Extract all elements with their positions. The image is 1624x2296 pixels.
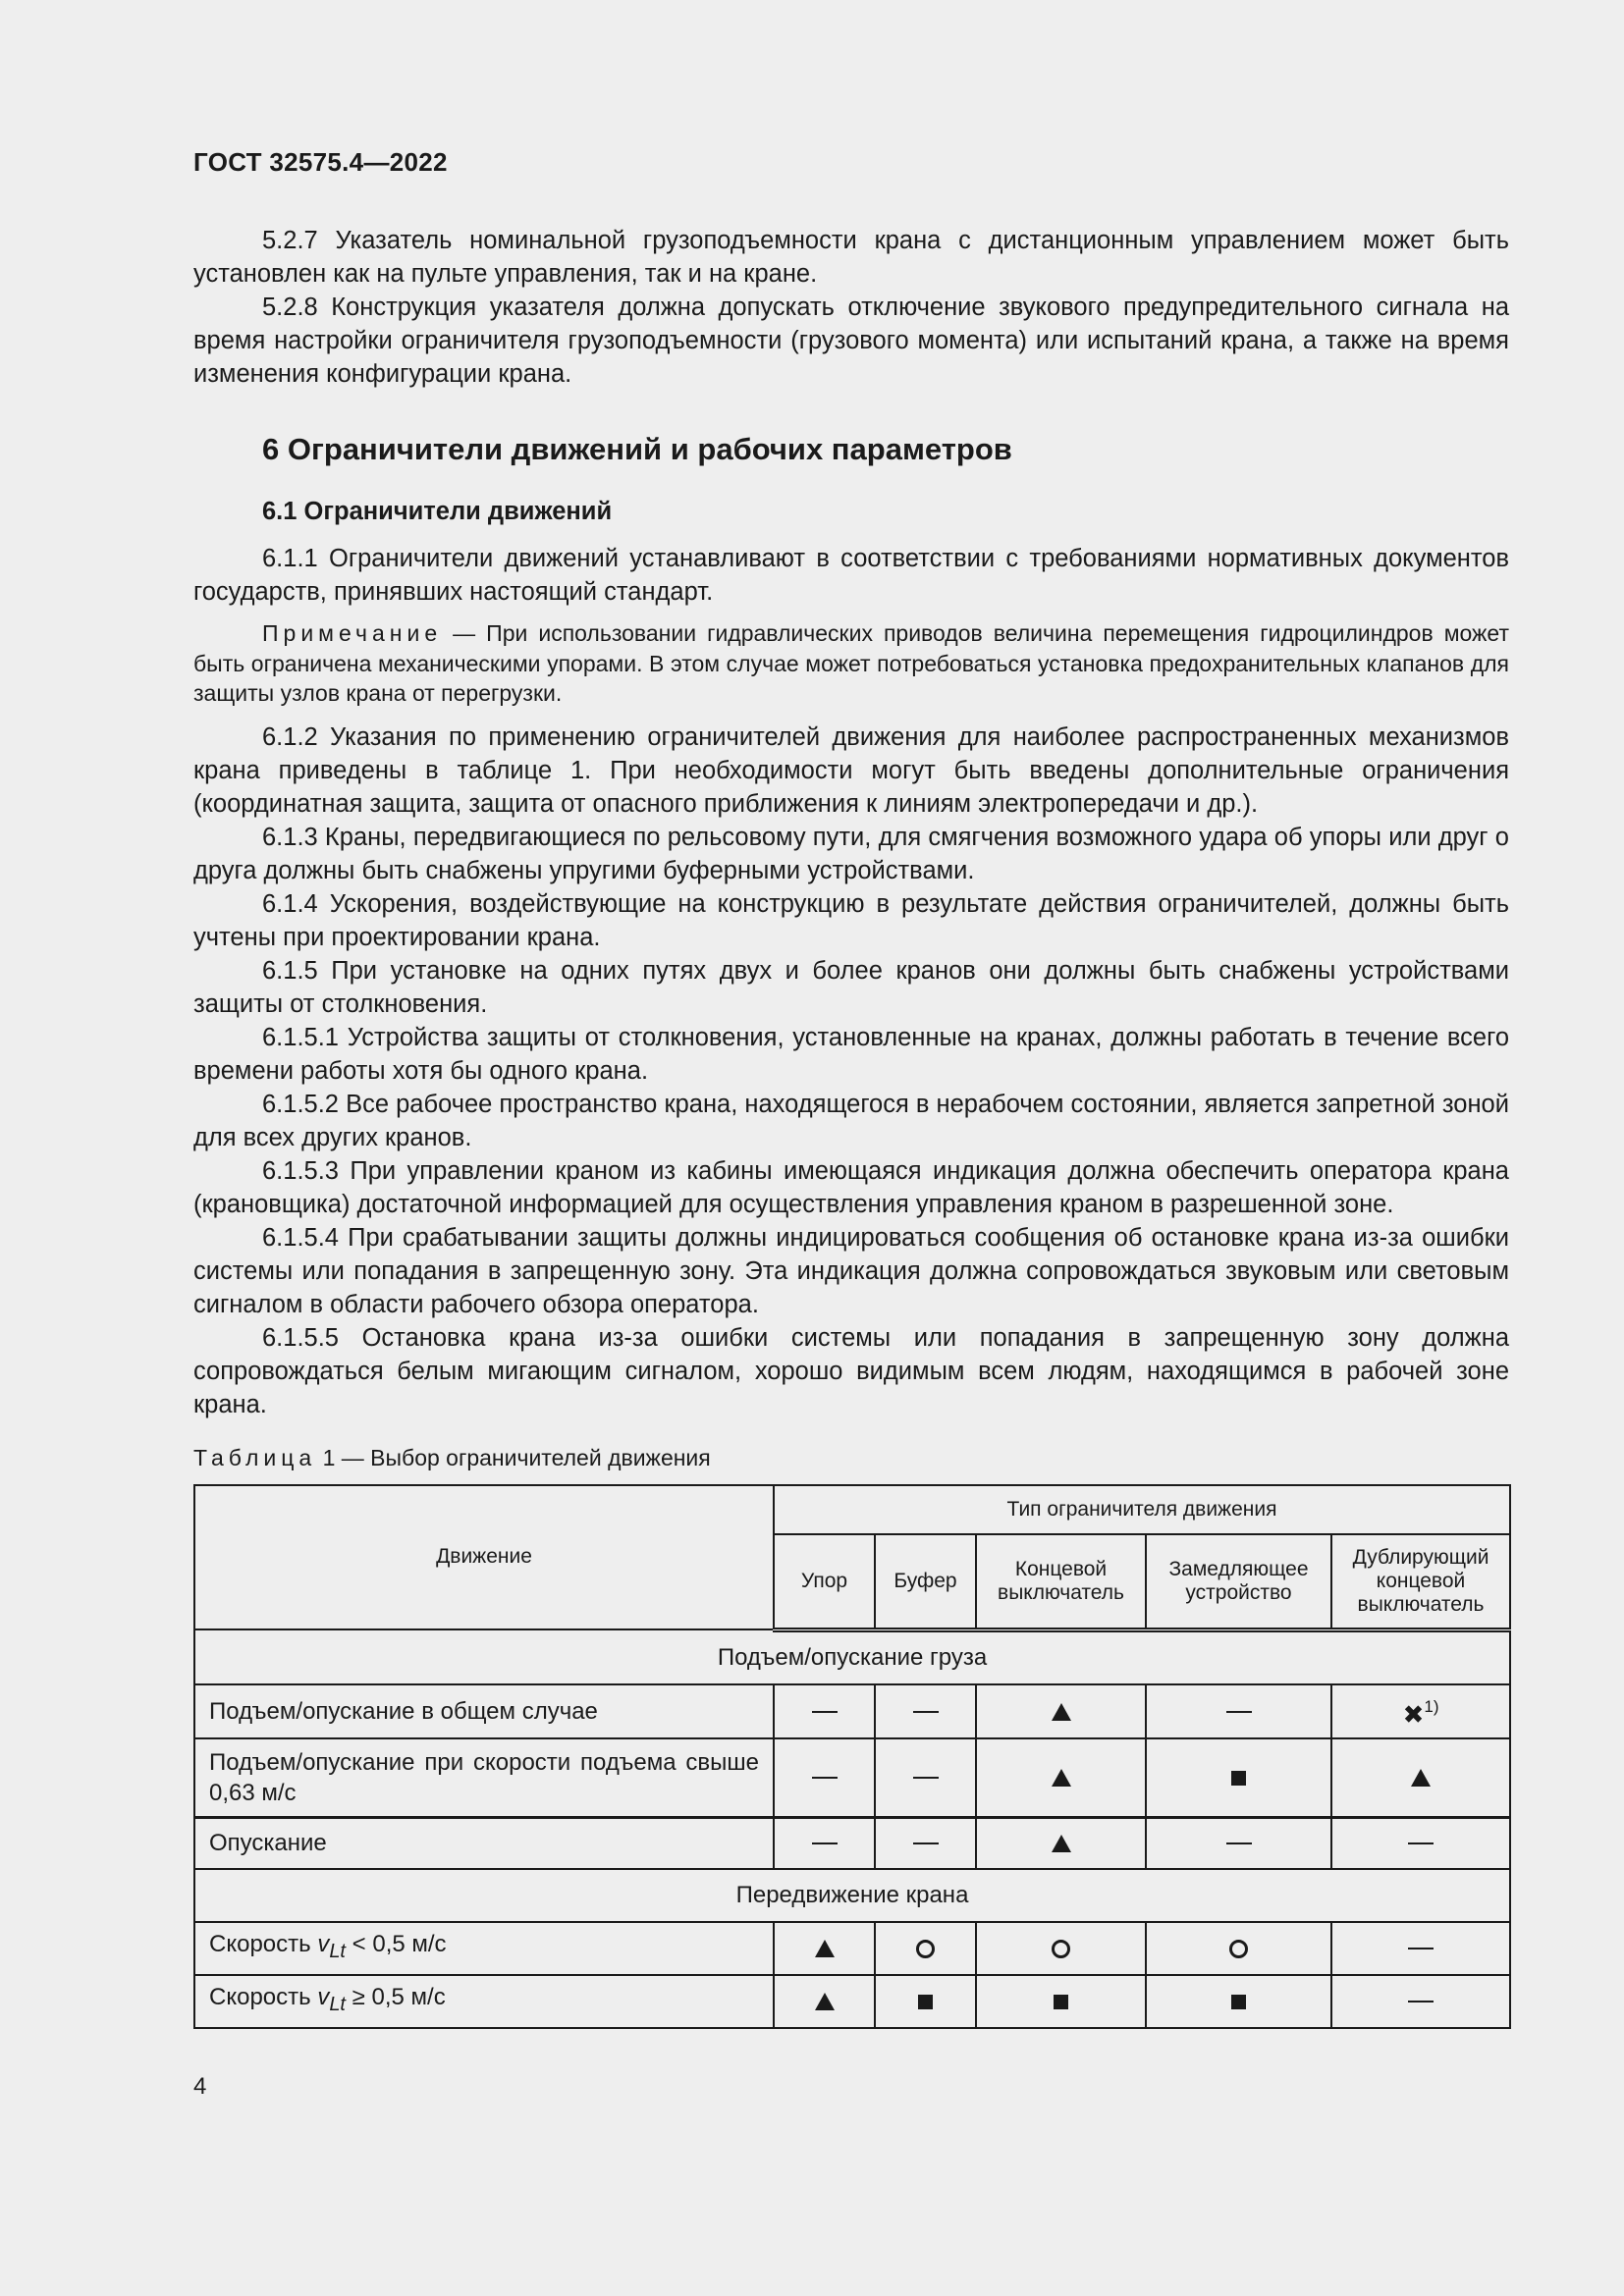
dash-icon xyxy=(1226,1711,1252,1713)
row-cell xyxy=(774,1738,875,1818)
row-cell xyxy=(1146,1922,1331,1975)
note xyxy=(193,618,1509,709)
table-caption-label: Таблица xyxy=(193,1444,317,1470)
speed-subscript: Lt xyxy=(329,1993,346,2015)
body-text xyxy=(193,224,1509,2029)
row-cell xyxy=(976,1922,1146,1975)
group-row-hoisting: Подъем/опускание груза xyxy=(194,1629,1510,1684)
row-cell xyxy=(875,1738,976,1818)
table-caption xyxy=(193,1443,1509,1472)
header-col-limit-switch: Концевой выключатель xyxy=(976,1534,1146,1630)
dash-icon xyxy=(913,1777,939,1779)
dash-icon xyxy=(913,1711,939,1713)
row-cell xyxy=(1146,1817,1331,1869)
subsection-title: 6.1 Ограничители движений xyxy=(262,498,613,525)
row-cell xyxy=(875,1684,976,1738)
row-cell xyxy=(875,1817,976,1869)
triangle-icon xyxy=(1052,1703,1071,1721)
table-row xyxy=(194,1738,1510,1818)
triangle-icon xyxy=(1052,1769,1071,1787)
square-icon xyxy=(1231,1771,1246,1786)
paragraph-6-1-5-1: 6.1.5.1 Устройства защиты от столкновения, установленные на кранах, должны работать в течение всего времени работы хотя бы одного крана. xyxy=(193,1023,1509,1085)
row-cell xyxy=(1146,1975,1331,2028)
speed-var: v xyxy=(317,1931,330,1958)
row-cell xyxy=(875,1922,976,1975)
paragraph-6-1-5: 6.1.5 При установке на одних путях двух и более кранов они должны быть снабжены устройствами защиты от столкновения. xyxy=(193,956,1509,1018)
circle-icon xyxy=(1229,1940,1248,1958)
document-header: ГОСТ 32575.4—2022 xyxy=(193,147,448,177)
square-icon xyxy=(1054,1995,1068,2009)
row-cell xyxy=(976,1975,1146,2028)
dash-icon xyxy=(913,1842,939,1844)
triangle-icon xyxy=(815,1940,835,1957)
triangle-icon xyxy=(815,1993,835,2010)
header-col-slowdown-device: Замедляющее устройство xyxy=(1146,1534,1331,1630)
row-cell xyxy=(774,1922,875,1975)
row-movement: Подъем/опускание в общем случае xyxy=(194,1684,774,1738)
row-cell xyxy=(976,1738,1146,1818)
speed-label: Скорость xyxy=(209,1931,318,1958)
header-limiter-type: Тип ограничителя движения xyxy=(774,1485,1510,1534)
dash-icon xyxy=(1408,2001,1434,2002)
paragraph-5-2-7: 5.2.7 Указатель номинальной грузоподъемности крана с дистанционным управлением может быть установлен как на пульте управления, так и на кране. xyxy=(193,227,1509,288)
dash-icon xyxy=(812,1842,838,1844)
limiters-table xyxy=(193,1484,1511,2029)
paragraph-6-1-2: 6.1.2 Указания по применению ограничителей движения для наиболее распространенных механизмов крана приведены в таблице 1. При необходимости могут быть введены дополнительные ограничения (координатная защита, защита от опасного приближения к линиям электропередачи и др.). xyxy=(193,722,1509,818)
row-cell xyxy=(774,1684,875,1738)
speed-label: Скорость xyxy=(209,1984,318,2011)
table-row xyxy=(194,1922,1510,1975)
dash-icon xyxy=(1226,1842,1252,1844)
row-movement: Опускание xyxy=(194,1817,774,1869)
paragraph-6-1-5-3: 6.1.5.3 При управлении краном из кабины имеющаяся индикация должна обеспечить оператора крана (крановщика) достаточной информацией для осуществления управления краном в разрешенной зоне. xyxy=(193,1156,1509,1218)
footnote-marker: 1) xyxy=(1424,1697,1439,1717)
row-cell xyxy=(1331,1738,1510,1818)
page-number: 4 xyxy=(193,2073,207,2100)
speed-var: v xyxy=(317,1984,330,2011)
row-movement xyxy=(194,1922,774,1975)
row-movement xyxy=(194,1975,774,2028)
row-cell xyxy=(1331,1975,1510,2028)
cross-icon: ✖ xyxy=(1402,1699,1425,1730)
paragraph-6-1-5-5: 6.1.5.5 Остановка крана из-за ошибки системы или попадания в запрещенную зону должна сопровождаться белым мигающим сигналом, хорошо видимым всем людям, находящимся в рабочей зоне крана. xyxy=(193,1323,1509,1418)
paragraph-6-1-5-2: 6.1.5.2 Все рабочее пространство крана, находящегося в нерабочем состоянии, является запретной зоной для всех других кранов. xyxy=(193,1090,1509,1151)
header-col-buffer: Буфер xyxy=(875,1534,976,1630)
speed-condition: ≥ 0,5 м/с xyxy=(346,1984,446,2011)
dash-icon xyxy=(812,1711,838,1713)
speed-condition: < 0,5 м/с xyxy=(346,1931,447,1958)
header-col-backup-limit-switch: Дублирующий концевой выключатель xyxy=(1331,1534,1510,1630)
dash-icon xyxy=(1408,1842,1434,1844)
paragraph-6-1-3: 6.1.3 Краны, передвигающиеся по рельсовому пути, для смягчения возможного удара об упоры или друг о друга должны быть снабжены упругими буферными устройствами. xyxy=(193,823,1509,884)
row-cell xyxy=(875,1975,976,2028)
circle-icon xyxy=(1052,1940,1070,1958)
row-movement: Подъем/опускание при скорости подъема свыше 0,63 м/с xyxy=(194,1738,774,1818)
table-row xyxy=(194,1684,1510,1738)
triangle-icon xyxy=(1411,1769,1431,1787)
circle-icon xyxy=(916,1940,935,1958)
group-row-travel: Передвижение крана xyxy=(194,1869,1510,1922)
table-row xyxy=(194,1975,1510,2028)
note-text: — При использовании гидравлических приводов величина перемещения гидроцилиндров может быть ограничена механическими упорами. В этом случае может потребоваться установка предохранительных клапанов для защиты узлов крана от перегрузки. xyxy=(193,620,1509,706)
triangle-icon xyxy=(1052,1835,1071,1852)
table-row xyxy=(194,1817,1510,1869)
paragraph-5-2-8: 5.2.8 Конструкция указателя должна допускать отключение звукового предупредительного сигнала на время настройки ограничителя грузоподъемности (грузового момента) или испытаний крана, а также на время изменения конфигурации крана. xyxy=(193,294,1509,388)
header-col-stop: Упор xyxy=(774,1534,875,1630)
row-cell xyxy=(1331,1922,1510,1975)
square-icon xyxy=(918,1995,933,2009)
square-icon xyxy=(1231,1995,1246,2009)
section-title: 6 Ограничители движений и рабочих параметров xyxy=(262,432,1012,466)
row-cell xyxy=(976,1684,1146,1738)
row-cell xyxy=(1146,1684,1331,1738)
paragraph-6-1-1: 6.1.1 Ограничители движений устанавливают в соответствии с требованиями нормативных документов государств, принявших настоящий стандарт. xyxy=(193,545,1509,606)
row-cell xyxy=(1331,1684,1510,1738)
row-cell xyxy=(1146,1738,1331,1818)
paragraph-6-1-4: 6.1.4 Ускорения, воздействующие на конструкцию в результате действия ограничителей, должны быть учтены при проектировании крана. xyxy=(193,889,1509,951)
dash-icon xyxy=(1408,1948,1434,1949)
row-cell xyxy=(774,1975,875,2028)
row-cell xyxy=(1331,1817,1510,1869)
speed-subscript: Lt xyxy=(329,1940,346,1962)
row-cell xyxy=(774,1817,875,1869)
header-movement: Движение xyxy=(194,1485,774,1630)
row-cell xyxy=(976,1817,1146,1869)
dash-icon xyxy=(812,1777,838,1779)
note-label: Примечание xyxy=(262,620,443,646)
paragraph-6-1-5-4: 6.1.5.4 При срабатывании защиты должны индицироваться сообщения об остановке крана из-за ошибки системы или попадания в запрещенную зону. Эта индикация должна сопровождаться звуковым или световым сигналом в области рабочего обзора оператора. xyxy=(193,1223,1509,1318)
table-caption-text: 1 — Выбор ограничителей движения xyxy=(316,1444,711,1470)
